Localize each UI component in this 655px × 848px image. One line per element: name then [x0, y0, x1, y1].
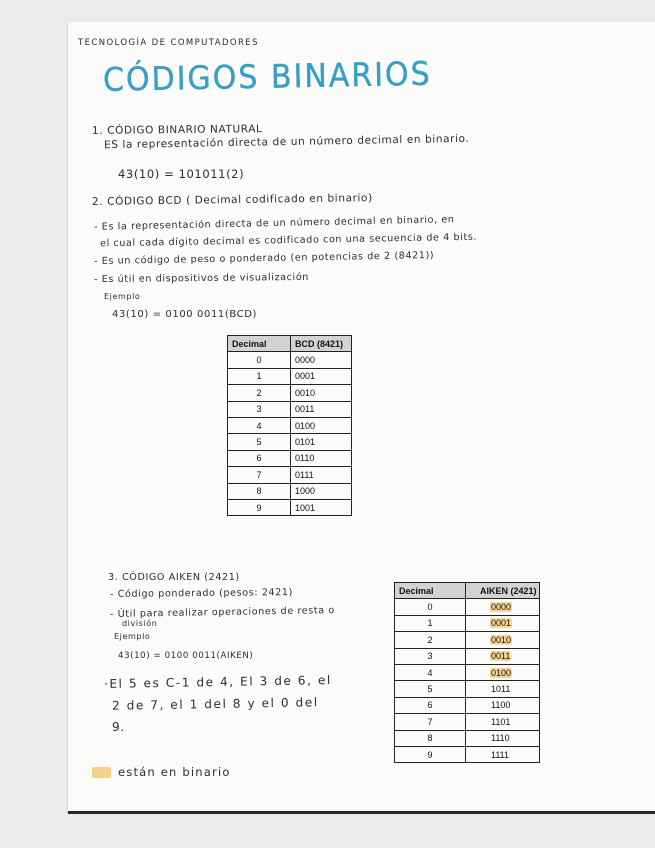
bcd-code-cell: 0110	[291, 450, 352, 466]
bcd-decimal-cell: 8	[228, 483, 291, 499]
table-row	[395, 632, 540, 648]
page-title: CÓDIGOS BINARIOS	[102, 55, 432, 100]
aiken-code-cell	[466, 697, 540, 713]
bcd-code-cell: 0101	[291, 434, 352, 450]
aiken-header-decimal: Decimal	[395, 583, 466, 599]
table-row	[395, 664, 540, 680]
section1-heading: 1. CÓDIGO BINARIO NATURAL	[91, 123, 263, 137]
section3-heading: 3. CÓDIGO AIKEN (2421)	[108, 572, 240, 583]
table-row	[395, 730, 540, 746]
section3-line2b: división	[122, 619, 158, 628]
bcd-decimal-cell: 6	[228, 450, 291, 466]
bcd-decimal-cell: 2	[228, 385, 291, 401]
aiken-decimal-cell: 0	[395, 599, 466, 615]
section3-note-line1: ·El 5 es C-1 de 4, El 3 de 6, el	[103, 673, 332, 691]
highlighted-code: 0011	[491, 651, 511, 662]
section1-definition: ES la representación directa de un número decimal en binario.	[103, 132, 470, 152]
table-row	[228, 483, 352, 499]
code-value: 1011	[491, 684, 511, 695]
aiken-decimal-cell: 5	[395, 681, 466, 697]
bcd-code-cell: 0001	[291, 368, 352, 384]
section2-line3: - Es un código de peso o ponderado (en potencias de 2 (8421))	[93, 250, 435, 267]
bcd-decimal-cell: 5	[228, 434, 291, 450]
highlighted-code: 0010	[491, 634, 512, 645]
aiken-decimal-cell: 3	[395, 648, 466, 664]
table-row	[395, 746, 540, 762]
bcd-header-decimal: Decimal	[228, 336, 291, 352]
bcd-code-cell: 0111	[291, 467, 352, 483]
highlighted-code: 0100	[491, 667, 512, 678]
bcd-code-cell: 0100	[291, 417, 352, 433]
bcd-header-code: BCD (8421)	[291, 336, 352, 352]
section3-example-label: Ejemplo	[114, 632, 151, 641]
section2-line4: - Es útil en dispositivos de visualización	[93, 271, 310, 286]
course-header: TECNOLOGÍA DE COMPUTADORES	[78, 38, 259, 48]
table-row	[228, 467, 352, 483]
bcd-code-cell: 0000	[291, 352, 352, 368]
section3-example: 43(10) = 0100 0011(AIKEN)	[118, 651, 254, 661]
aiken-code-cell	[466, 615, 540, 631]
aiken-decimal-cell: 8	[395, 730, 466, 746]
aiken-code-cell	[466, 664, 540, 680]
section3-line1: - Código ponderado (pesos: 2421)	[109, 587, 294, 600]
aiken-decimal-cell: 4	[395, 664, 466, 680]
bcd-decimal-cell: 7	[228, 467, 291, 483]
table-row	[395, 599, 540, 615]
aiken-code-cell	[466, 632, 540, 648]
aiken-decimal-cell: 1	[395, 615, 466, 631]
bcd-code-cell: 1001	[291, 499, 352, 515]
section2-heading: 2. CÓDIGO BCD ( Decimal codificado en binario)	[91, 192, 373, 208]
section2-line2: el cual cada dígito decimal es codificado con una secuencia de 4 bits.	[99, 231, 478, 250]
bcd-decimal-cell: 9	[228, 499, 291, 515]
section3-note-line3: 9.	[112, 720, 125, 734]
code-value: 1101	[491, 716, 511, 727]
highlight-legend-text: están en binario	[118, 765, 231, 779]
highlighted-code: 0000	[491, 602, 512, 613]
bcd-decimal-cell: 4	[228, 417, 291, 433]
table-row	[228, 499, 352, 515]
table-row	[395, 615, 540, 631]
table-row	[228, 434, 352, 450]
table-row	[228, 352, 352, 368]
table-row	[395, 681, 540, 697]
aiken-table	[394, 582, 540, 763]
section3-line2a: - Útil para realizar operaciones de resta o	[109, 605, 335, 620]
aiken-decimal-cell: 6	[395, 697, 466, 713]
table-row	[395, 714, 540, 730]
bcd-decimal-cell: 3	[228, 401, 291, 417]
code-value: 1110	[491, 733, 510, 744]
highlighted-code: 0001	[491, 618, 512, 629]
bcd-code-cell: 0011	[291, 401, 352, 417]
table-row	[228, 401, 352, 417]
code-value: 1100	[491, 700, 511, 711]
code-value: 1111	[491, 749, 510, 760]
aiken-code-cell	[466, 599, 540, 615]
bcd-decimal-cell: 1	[228, 368, 291, 384]
table-row	[395, 648, 540, 664]
table-row	[228, 368, 352, 384]
aiken-code-cell	[466, 714, 540, 730]
table-row	[228, 450, 352, 466]
section2-example-label: Ejemplo	[104, 292, 141, 301]
aiken-decimal-cell: 7	[395, 714, 466, 730]
bcd-decimal-cell: 0	[228, 352, 291, 368]
table-row	[395, 697, 540, 713]
table-row	[228, 417, 352, 433]
bcd-code-cell: 1000	[291, 483, 352, 499]
aiken-code-cell	[466, 730, 540, 746]
aiken-header-code: AIKEN (2421)	[466, 583, 540, 599]
section1-example: 43(10) = 101011(2)	[118, 167, 245, 181]
aiken-code-cell	[466, 648, 540, 664]
section2-example: 43(10) = 0100 0011(BCD)	[112, 309, 258, 320]
bcd-table	[227, 335, 352, 516]
table-row	[228, 385, 352, 401]
aiken-decimal-cell: 2	[395, 632, 466, 648]
bcd-code-cell: 0010	[291, 385, 352, 401]
aiken-code-cell	[466, 746, 540, 762]
page-bottom-edge	[68, 811, 655, 814]
aiken-code-cell	[466, 681, 540, 697]
aiken-decimal-cell: 9	[395, 746, 466, 762]
section2-line1: - Es la representación directa de un número decimal en binario, en	[93, 214, 455, 233]
highlight-legend-swatch	[92, 767, 111, 778]
section3-note-line2: 2 de 7, el 1 del 8 y el 0 del	[111, 695, 319, 713]
